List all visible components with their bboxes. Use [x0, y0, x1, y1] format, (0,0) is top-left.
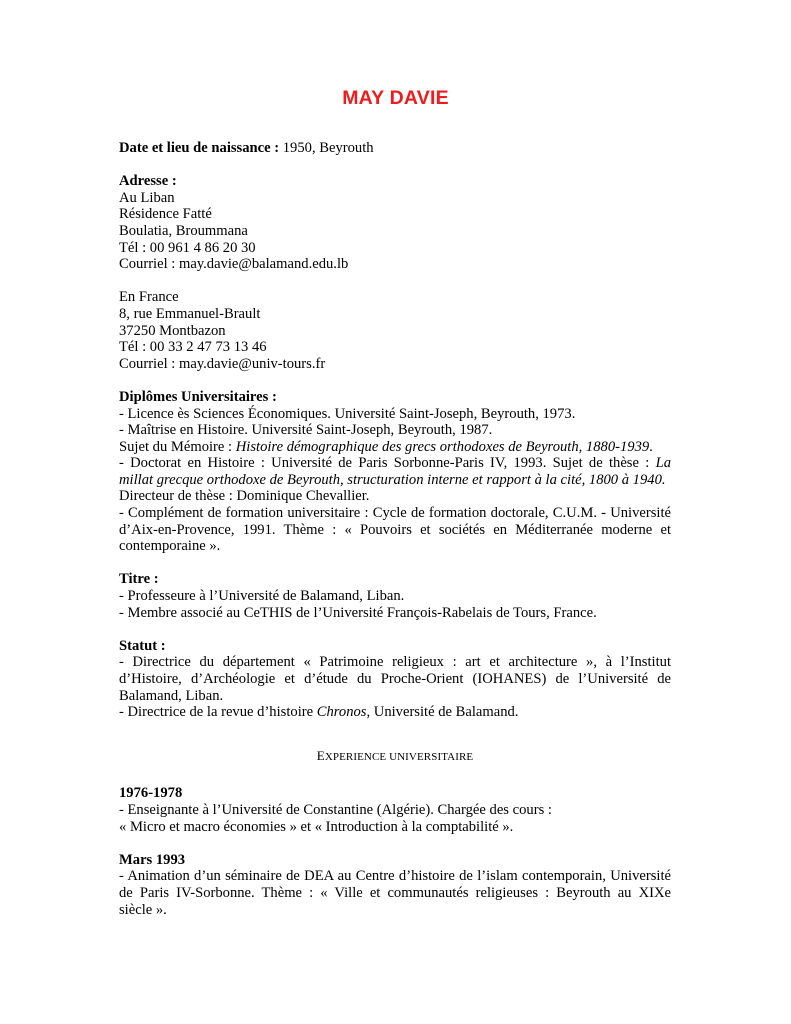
diplome-licence: - Licence ès Sciences Économiques. Université Saint-Joseph, Beyrouth, 1973.: [119, 405, 576, 422]
experience-entry: [119, 852, 671, 918]
statut-directrice: Balamand, Liban.: [119, 687, 224, 704]
address-france-line: En France: [119, 289, 179, 306]
heading-rest: XPERIENCE: [324, 750, 390, 763]
revue-prefix: - Directrice de la revue d’histoire: [119, 704, 317, 721]
diplome-doctorat: [119, 455, 671, 472]
diplomes-label: Diplômes Universitaires :: [119, 388, 277, 405]
revue-suffix: , Université de Balamand.: [366, 704, 519, 721]
person-name: MAY DAVIE: [342, 87, 449, 109]
experience-heading: [119, 748, 671, 766]
memoire-suffix: .: [649, 438, 653, 455]
diplome-complement: contemporaine ».: [119, 538, 221, 555]
address-liban-line: Résidence Fatté: [119, 206, 212, 223]
diplome-memoire: [119, 439, 671, 456]
birth-label: Date et lieu de naissance :: [119, 140, 280, 156]
address-liban-line: Au Liban: [119, 189, 175, 206]
birth-value: 1950, Beyrouth: [279, 140, 374, 156]
experience-period: 1976-1978: [119, 785, 183, 802]
address-france-line: 37250 Montbazon: [119, 322, 226, 339]
doctorat-title-rest: millat grecque orthodoxe de Beyrouth, structuration interne et rapport à la cité, 1800 à 1940.: [119, 471, 666, 488]
experience-entry: [119, 785, 671, 835]
address-liban-phone: Tél : 00 961 4 86 20 30: [119, 239, 256, 256]
diplome-complement: - Complément de formation universitaire : Cycle de formation doctorale, C.U.M. - Université: [119, 505, 671, 522]
experience-line: - Enseignante à l’Université de Constantine (Algérie). Chargée des cours :: [119, 801, 552, 818]
experience-line: - Animation d’un séminaire de DEA au Centre d’histoire de l’islam contemporain, Université: [119, 868, 671, 885]
diplome-maitrise: - Maîtrise en Histoire. Université Saint-Joseph, Beyrouth, 1987.: [119, 422, 493, 439]
statut-label: Statut :: [119, 637, 166, 654]
address-liban-line: Boulatia, Broummana: [119, 222, 248, 239]
titre-item: - Membre associé au CeTHIS de l’Université François-Rabelais de Tours, France.: [119, 604, 597, 621]
experience-line: siècle ».: [119, 901, 167, 918]
cv-content: [119, 0, 671, 918]
diplomes-section: [119, 389, 671, 555]
revue-title: Chronos: [316, 704, 367, 721]
address-liban-email: Courriel : may.davie@balamand.edu.lb: [119, 256, 349, 273]
doctorat-title-line: [119, 472, 671, 489]
titre-item: - Professeure à l’Université de Balamand, Liban.: [119, 588, 405, 605]
birth-line: [119, 140, 671, 157]
address-section: [119, 173, 671, 273]
diplome-complement: d’Aix-en-Provence, 1991. Thème : « Pouvoirs et sociétés en Méditerranée moderne et: [119, 521, 671, 538]
statut-directrice: - Directrice du département « Patrimoine religieux : art et architecture », à l’Institut: [119, 654, 671, 671]
statut-directrice: d’Histoire, d’Archéologie et d’étude du Proche-Orient (IOHANES) de l’Université de: [119, 671, 671, 687]
titre-section: [119, 571, 671, 621]
address-france-email: Courriel : may.davie@univ-tours.fr: [119, 355, 326, 372]
diplome-directeur: Directeur de thèse : Dominique Chevallier.: [119, 488, 370, 505]
memoire-prefix: Sujet du Mémoire :: [119, 438, 236, 455]
heading-cap: E: [316, 747, 325, 763]
experience-line: « Micro et macro économies » et « Introduction à la comptabilité ».: [119, 818, 514, 835]
address-france-phone: Tél : 00 33 2 47 73 13 46: [119, 339, 267, 356]
experience-line: de Paris IV-Sorbonne. Thème : « Ville et communautés religieuses : Beyrouth au XIXe: [119, 884, 671, 901]
address-label: Adresse :: [119, 173, 177, 190]
memoire-title: Histoire démographique des grecs orthodoxes de Beyrouth, 1880-1939: [235, 438, 650, 455]
statut-revue: [119, 704, 671, 721]
heading-rest: UNIVERSITAIRE: [389, 750, 474, 763]
titre-label: Titre :: [119, 571, 159, 588]
address-france-line: 8, rue Emmanuel-Brault: [119, 305, 261, 322]
doctorat-prefix: - Doctorat en Histoire : Université de Paris Sorbonne-Paris IV, 1993. Sujet de thèse :: [119, 455, 656, 472]
address-france: [119, 289, 671, 372]
experience-period: Mars 1993: [119, 851, 186, 868]
doctorat-title-start: La: [655, 455, 671, 472]
statut-section: [119, 638, 671, 721]
